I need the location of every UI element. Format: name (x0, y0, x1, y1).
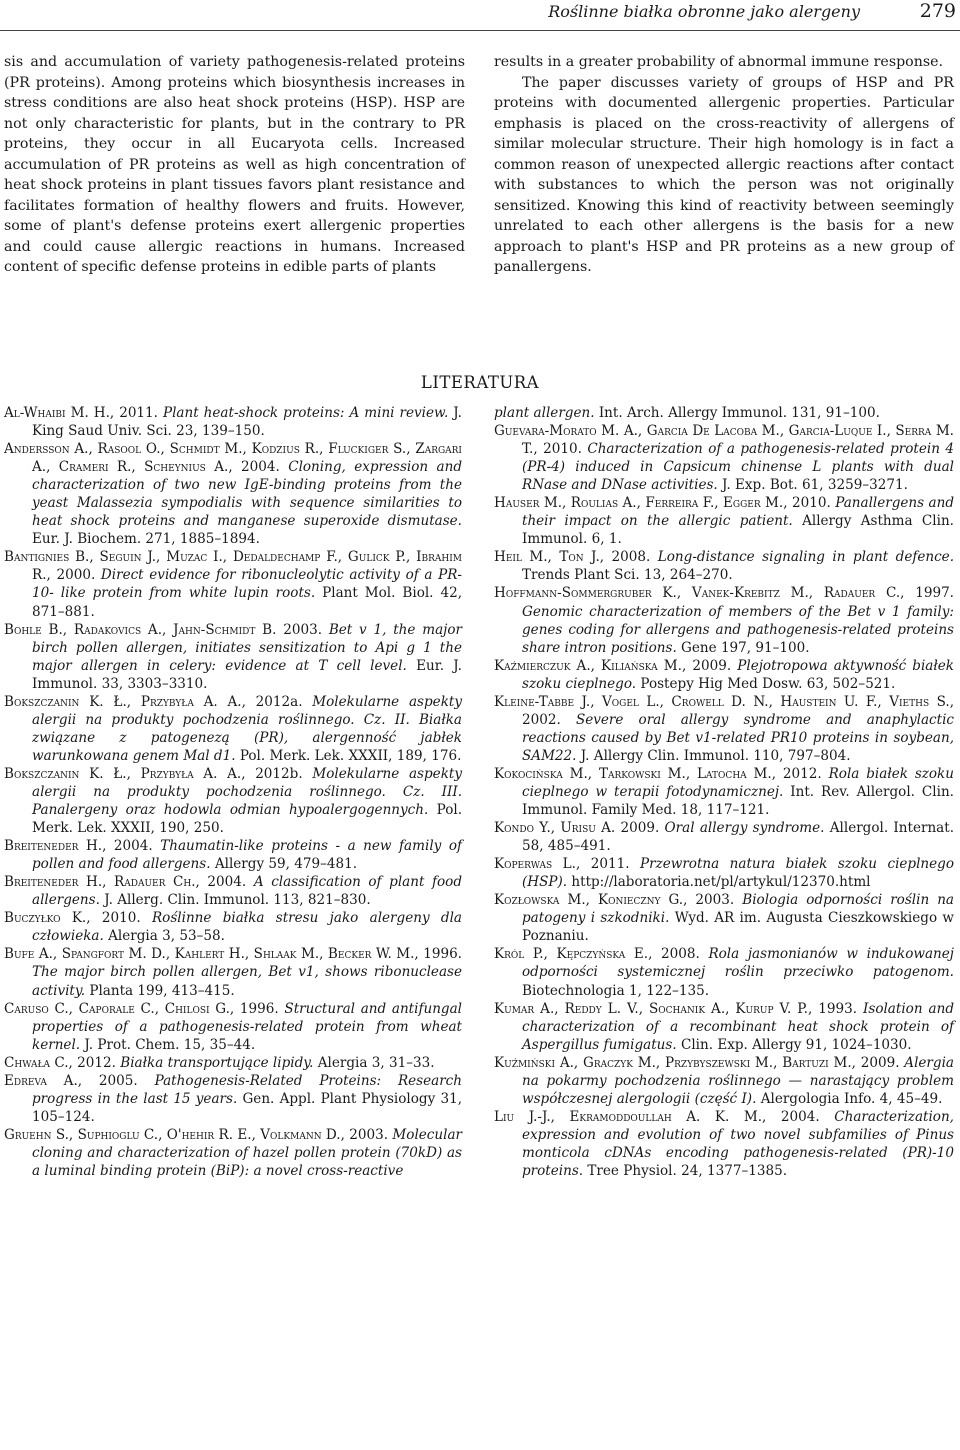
reference-source: Allergol. Internat. 58, 485–491. (522, 820, 954, 855)
reference-title: Alergia na pokarmy pochodzenia roślinnego — narastający problem współczesnej alergologii (część I). (522, 1054, 954, 1107)
reference-source: J. Allerg. Clin. Immunol. 113, 821–830. (99, 892, 371, 909)
reference-entry (4, 909, 462, 945)
reference-authors: Hauser M., Roulias A., Ferreira F., Egger M. (494, 495, 784, 512)
abstract-paragraph: results in a greater probability of abnormal immune response. (494, 54, 944, 70)
reference-entry (494, 855, 954, 891)
reference-entry (494, 657, 954, 693)
reference-source: Plant Mol. Biol. 42, 871–881. (32, 585, 462, 620)
reference-entry (494, 819, 954, 855)
reference-source: J. Prot. Chem. 15, 35–44. (80, 1036, 256, 1053)
reference-entry (4, 440, 462, 548)
reference-authors: Kondo Y., Urisu A. (494, 820, 616, 837)
reference-year: , 2010. (533, 441, 588, 458)
abstract-paragraph: sis and accumulation of variety pathogenesis-related proteins (PR proteins). Among proteins which biosynthesis increases in stress conditions are also heat shock proteins (HSP). HSP are not only characteristic for plants, but in the contrary to PR proteins, they occur in all Eucaryota cells. Increased accumulation of PR proteins as well as high concentration of heat shock proteins in plant tissues favors plant resistance and facilitates formation of healthy flowers and fruits. However, some of plant's defense proteins exert allergenic properties and could cause allergic reactions in humans. Increased content of specific defense proteins in edible parts of plants (4, 54, 465, 275)
reference-entry (494, 1000, 954, 1054)
reference-authors: Bokszczanin K. Ł., Przybyła A. A. (4, 765, 242, 782)
reference-title: Structural and antifungal properties of a pathogenesis-related protein from wheat kernel. (32, 1000, 462, 1053)
reference-year: , 2010. (86, 910, 152, 927)
reference-title: Pathogenesis-Related Proteins: Research progress in the last 15 years. (32, 1072, 462, 1107)
reference-source: J. Allergy Clin. Immunol. 110, 797–804. (576, 747, 851, 764)
section-title: LITERATURA (420, 373, 540, 392)
reference-source: Trends Plant Sci. 13, 264–270. (522, 567, 733, 584)
reference-entry (4, 1126, 462, 1180)
reference-entry (4, 765, 462, 837)
reference-title: Białka transportujące lipidy. (120, 1054, 314, 1071)
reference-year: , 2004. (228, 459, 289, 476)
reference-source: Alergologia Info. 4, 45–49. (756, 1090, 943, 1107)
reference-authors: Koperwas L. (494, 856, 576, 873)
reference-year: , 2002. (522, 693, 954, 728)
reference-source: Pol. Merk. Lek. XXXII, 189, 176. (235, 747, 462, 764)
reference-entry (494, 1054, 954, 1108)
reference-authors: Caruso C., Caporale C., Chilosi G. (4, 1000, 230, 1017)
abstract-paragraph: The paper discusses variety of groups of HSP and PR proteins with documented allergenic properties. Particular emphasis is placed on the cross-reactivity of allergens of similar molecular structure. Their high homology is in fact a common reason of unexpected allergic reactions after contact with substances to which the person was not originally sensitized. Knowing this kind of reactivity between seemingly unrelated to each other allergens is the basis for a new approach to plant's HSP and PR proteins as a new group of panallergens. (494, 74, 954, 275)
reference-authors: Guevara-Morato M. A., Garcia De Lacoba M., Garcia-Luque I., Serra M. T. (494, 423, 954, 458)
reference-authors: Kozłowska M., Konieczny G. (494, 892, 684, 909)
reference-title: Molekularne aspekty alergii na produkty pochodzenia roślinnego. Cz. II. Białka związane z patogenezą (PR), alergenność jabłek warunkowana genem Mal d1. (32, 693, 462, 764)
reference-year: , 2005. (77, 1072, 155, 1089)
reference-source: Clin. Exp. Allergy 91, 1024–1030. (676, 1036, 912, 1053)
reference-title: plant allergen. (494, 405, 595, 421)
reference-title: Rola białek szoku cieplnego w terapii fotodynamicznej. (522, 765, 954, 800)
reference-year: , 2010. (783, 495, 836, 512)
reference-source: Postepy Hig Med Dosw. 63, 502–521. (636, 675, 896, 692)
reference-entry (494, 422, 954, 494)
reference-title: Direct evidence for ribonucleolytic activity of a PR-10- like protein from white lupin roots. (32, 567, 463, 602)
reference-authors: Buczyłko K. (4, 910, 87, 927)
reference-source: http://laboratoria.net/pl/artykul/12370.html (567, 874, 871, 891)
reference-year: , 2011. (109, 405, 163, 421)
reference-title: Molekularne aspekty alergii na produkty pochodzenia roślinnego. Cz. III. Panalergeny oraz hodowla odmian hypoalergogennych. (32, 765, 462, 819)
reference-entry (494, 1108, 954, 1180)
reference-year: , 2009. (851, 1054, 905, 1071)
reference-entry (4, 693, 462, 765)
abstract-right-column (494, 52, 954, 278)
reference-entry (4, 1072, 462, 1126)
reference-entry (4, 873, 462, 909)
reference-authors: Kuźmiński A., Graczyk M., Przybyszewski M., Bartuzi M. (494, 1054, 852, 1071)
reference-title: Panallergens and their impact on the allergic patient. (522, 495, 955, 530)
reference-year: , 2012b. (241, 765, 313, 782)
reference-authors: Bantignies B., Seguin J., Muzac I., Dedaldechamp F., Gulick P., Ibrahim R. (4, 549, 462, 584)
reference-title: Molecular cloning and characterization of hazel pollen protein (70kD) as a luminal binding protein (BiP): a novel cross-reactive (32, 1126, 462, 1179)
reference-source: Gen. Appl. Plant Physiology 31, 105–124. (32, 1090, 463, 1125)
reference-title: Isolation and characterization of a recombinant heat shock protein of Aspergillus fumigatus. (522, 1000, 955, 1053)
reference-entry (494, 891, 954, 945)
reference-year: , 2009. (681, 657, 738, 674)
reference-source: Wyd. AR im. Augusta Cieszkowskiego w Poznaniu. (522, 910, 954, 945)
reference-year: , 2000. (46, 567, 101, 584)
reference-title: Severe oral allergy syndrome and anaphylactic reactions caused by Bet v1-related PR10 proteins in soybean, SAM22. (522, 711, 954, 764)
reference-year: , 2008. (648, 946, 709, 963)
references-left-column (4, 404, 462, 1180)
reference-entry (494, 765, 954, 819)
reference-source: Int. Rev. Allergol. Clin. Immunol. Family Med. 18, 117–121. (522, 783, 954, 819)
reference-entry (494, 548, 954, 584)
reference-authors: Breiteneder H., Radauer Ch. (4, 874, 196, 891)
reference-year: , 2003. (683, 892, 743, 909)
reference-authors: Andersson A., Rasool O., Schmidt M., Kodzius R., Fluckiger S., Zargari A., Crameri R., Scheynius A. (4, 441, 462, 476)
reference-entry (4, 1000, 462, 1054)
reference-source: J. Exp. Bot. 61, 3259–3271. (717, 477, 908, 494)
reference-title: Genomic characterization of members of the Bet v 1 family: genes coding for allergens and pathogenesis-related proteins share intron positions. (522, 603, 954, 656)
reference-year: , 2012. (68, 1054, 121, 1071)
reference-authors: Al-Whaibi M. H. (4, 405, 110, 421)
reference-title: Plant heat-shock proteins: A mini review. (162, 405, 449, 421)
reference-authors: Kleine-Tabbe J., Vogel L., Crowell D. N., Haustein U. F., Vieths S. (494, 693, 950, 710)
reference-title: Przewrotna natura białek szoku cieplnego (HSP). (522, 856, 954, 891)
reference-entry (494, 945, 954, 999)
reference-year: , 2011. (575, 856, 640, 873)
reference-year: , 2003. (340, 1126, 393, 1143)
reference-entry (4, 837, 462, 873)
reference-source: Biotechnologia 1, 122–135. (522, 982, 709, 999)
reference-entry (4, 548, 462, 620)
reference-authors: Breiteneder H. (4, 838, 103, 855)
reference-authors: Kumar A., Reddy L. V., Sochanik A., Kurup V. P. (494, 1000, 808, 1017)
reference-title: Thaumatin-like proteins - a new family of pollen and food allergens. (32, 838, 462, 873)
reference-year: , 2004. (102, 838, 161, 855)
reference-source: Tree Physiol. 24, 1377–1385. (583, 1162, 788, 1179)
reference-entry (4, 945, 462, 999)
reference-source: Allergy Asthma Clin. Immunol. 6, 1. (522, 513, 954, 548)
reference-title: Long-distance signaling in plant defence. (657, 549, 955, 566)
reference-year: , 2004. (195, 874, 254, 891)
running-title: Roślinne białka obronne jako alergeny (548, 2, 860, 21)
reference-entry (4, 1054, 462, 1072)
reference-authors: Heil M., Ton J. (494, 549, 600, 566)
reference-authors: Gruehn S., Suphioglu C., O'hehir R. E., Volkmann D. (4, 1126, 341, 1143)
reference-title: Bet v 1, the major birch pollen allergen, initiates sensitization to Api g 1 the major allergen in celery: evidence at T cell level. (32, 621, 462, 674)
reference-year: , 2012a. (241, 693, 313, 710)
page-header (0, 0, 960, 31)
reference-year: , 1993. (807, 1000, 864, 1017)
reference-source: Alergia 3, 53–58. (103, 928, 225, 945)
reference-entry (494, 404, 954, 422)
reference-year: 2009. (615, 820, 665, 837)
reference-source: Planta 199, 413–415. (85, 982, 235, 999)
reference-title: The major birch pollen allergen, Bet v1, shows ribonuclease activity. (32, 964, 462, 999)
reference-year: , 1996. (414, 946, 462, 963)
reference-title: Rola jasmonianów w indukowanej odporności systemicznej roślin przeciwko patogenom. (522, 946, 955, 981)
reference-entry (494, 494, 954, 548)
reference-authors: Kokocińska M., Tarkowski M., Latocha M. (494, 765, 772, 782)
reference-source: Gene 197, 91–100. (676, 639, 810, 656)
reference-authors: Bokszczanin K. Ł., Przybyła A. A. (4, 693, 242, 710)
reference-source: Pol. Merk. Lek. XXXII, 190, 250. (32, 802, 463, 837)
abstract-left-column (4, 52, 465, 278)
reference-entry (4, 404, 462, 440)
reference-year: , 2004. (762, 1108, 835, 1125)
reference-title: Characterization, expression and evolution of two novel subfamilies of Pinus monticola cDNAs encoding pathogenesis-related (PR)-10 proteins. (522, 1108, 954, 1179)
reference-authors: Chwała C. (4, 1054, 69, 1071)
reference-authors: Bufe A., Spangfort M. D., Kahlert H., Shlaak M., Becker W. M. (4, 946, 415, 963)
reference-year: 2003. (276, 621, 329, 638)
reference-title: Oral allergy syndrome. (664, 820, 825, 837)
references-right-column (494, 404, 954, 1180)
reference-source: Int. Arch. Allergy Immunol. 131, 91–100. (594, 405, 880, 421)
reference-title: Roślinne białka stresu jako alergeny dla człowieka. (32, 910, 462, 945)
reference-year: , 2008. (599, 549, 658, 566)
reference-entry (4, 621, 462, 693)
reference-authors: Bohle B., Radakovics A., Jahn-Schmidt B. (4, 621, 277, 638)
reference-authors: Hoffmann-Sommergruber K., Vanek-Krebitz M., Radauer C. (494, 585, 901, 602)
reference-source: J. King Saud Univ. Sci. 23, 139–150. (32, 405, 462, 440)
reference-title: A classification of plant food allergens. (32, 874, 463, 909)
reference-source: Eur. J. Immunol. 33, 3303–3310. (32, 657, 462, 692)
reference-source: Alergia 3, 31–33. (313, 1054, 435, 1071)
reference-authors: Liu J.-J., Ekramoddoullah A. K. M. (494, 1108, 763, 1125)
reference-authors: Król P., Kępczyńska E. (494, 946, 649, 963)
reference-title: Characterization of a pathogenesis-related protein 4 (PR-4) induced in Capsicum chinense L plants with dual RNase and DNase activities. (522, 441, 954, 494)
reference-year: , 1996. (229, 1000, 285, 1017)
reference-authors: Edreva A. (4, 1072, 78, 1089)
reference-entry (494, 693, 954, 765)
reference-year: , 2012. (771, 765, 829, 782)
reference-entry (494, 584, 954, 656)
reference-authors: Kaźmierczuk A., Kiliańska M. (494, 657, 682, 674)
reference-title: Biologia odporności roślin na patogeny i szkodniki. (522, 892, 955, 927)
page-number: 279 (919, 0, 956, 22)
reference-title: Cloning, expression and characterization of two new IgE-binding proteins from the yeast Malassezia sympodialis with sequence similarities to heat shock proteins and manganese superoxide dismutase. (32, 459, 463, 530)
reference-source: Eur. J. Biochem. 271, 1885–1894. (32, 531, 260, 548)
reference-source: Allergy 59, 479–481. (210, 856, 358, 873)
reference-title: Plejotropowa aktywność białek szoku cieplnego. (522, 657, 954, 692)
reference-year: , 1997. (900, 585, 954, 602)
